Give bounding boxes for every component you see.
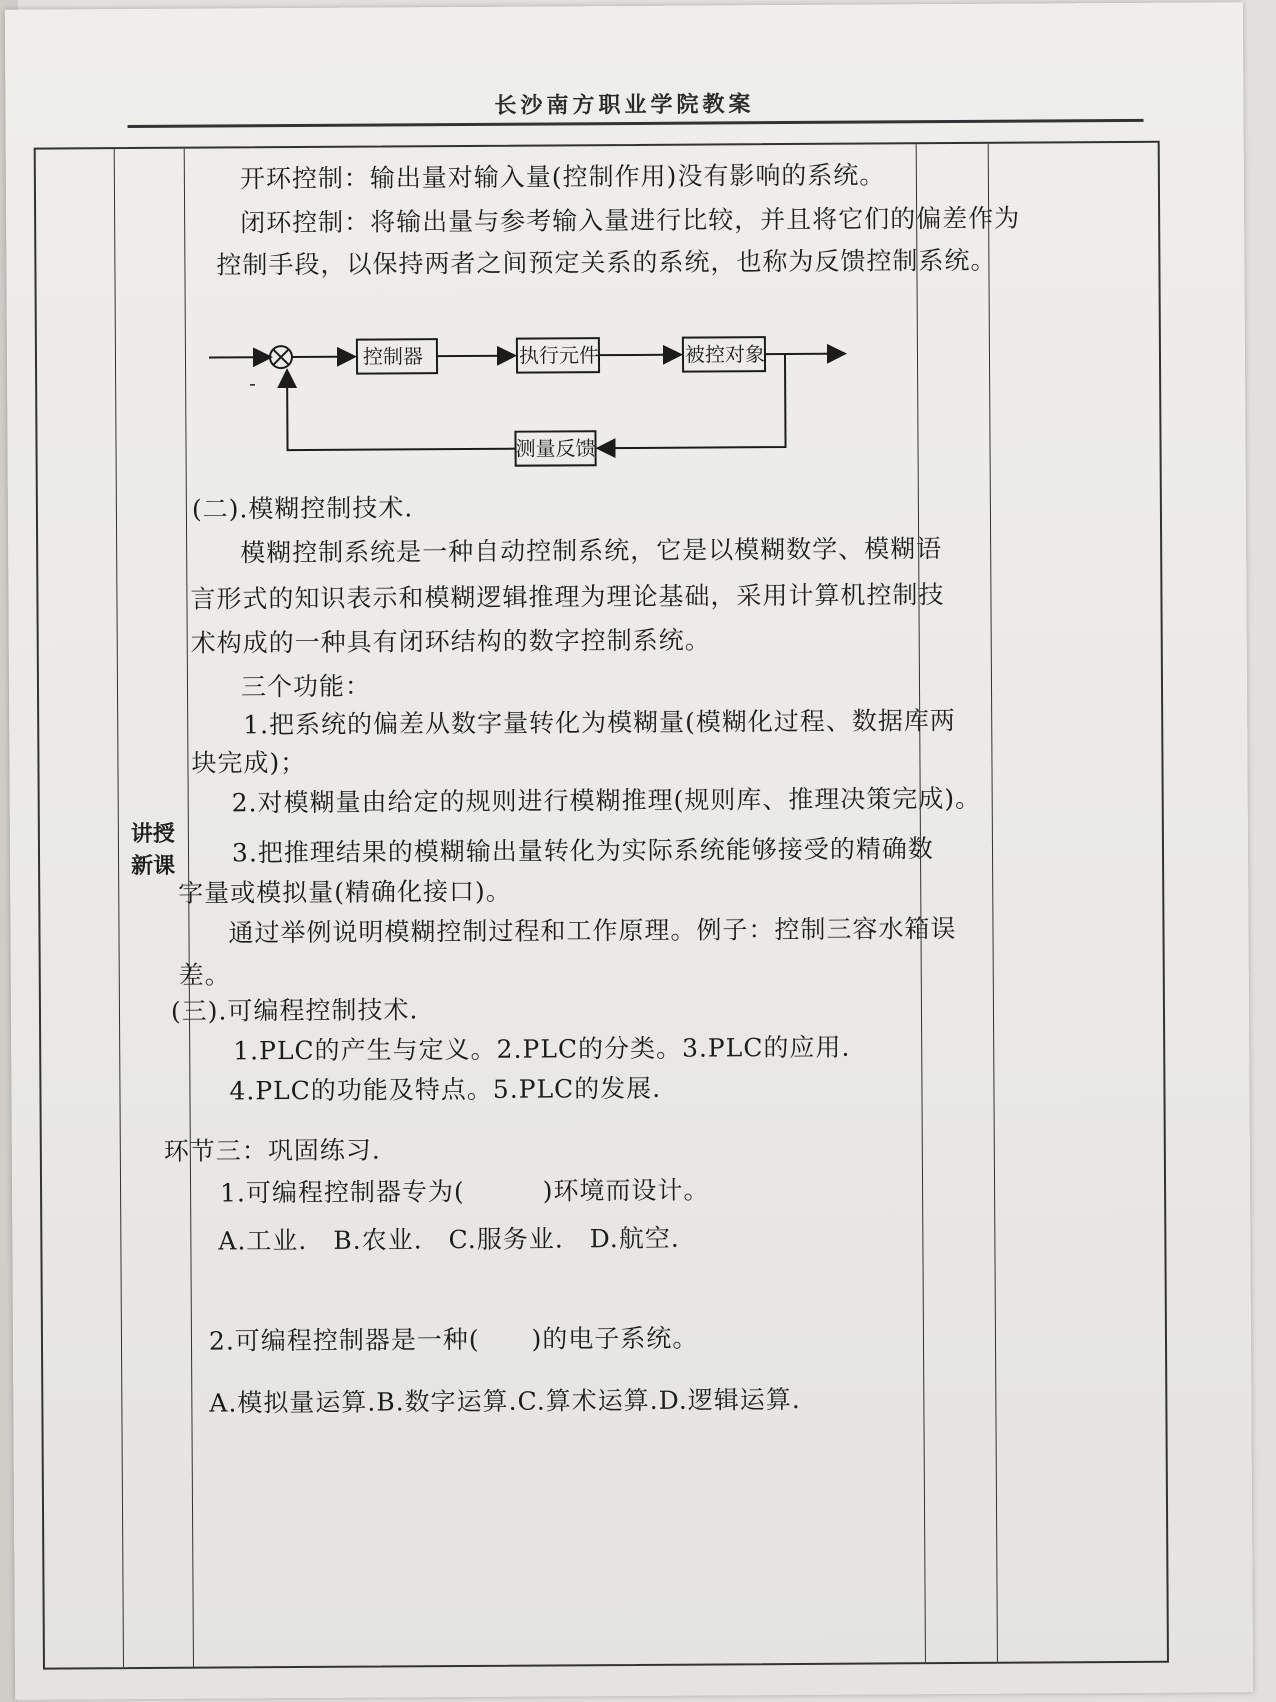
signal-arrow bbox=[599, 355, 681, 356]
function-3-line-1: 3.把推理结果的模糊输出量转化为实际系统能够接受的精确数 bbox=[231, 834, 934, 868]
function-1-line-2: 块完成)； bbox=[191, 747, 307, 778]
fuzzy-paragraph-1: 模糊控制系统是一种自动控制系统，它是以模糊数学、模糊语 bbox=[240, 534, 943, 568]
practice-heading: 环节三：巩固练习. bbox=[163, 1135, 381, 1166]
feedback-label: 测量反馈 bbox=[515, 436, 596, 461]
actuator-label: 执行元件 bbox=[518, 343, 600, 368]
feedback-return-arrow bbox=[287, 369, 515, 450]
section-label-line-1: 讲授 bbox=[130, 821, 175, 848]
plant-label: 被控对象 bbox=[684, 342, 766, 367]
open-loop-definition: 开环控制：输出量对输入量(控制作用)没有影响的系统。 bbox=[239, 160, 886, 194]
controller-label: 控制器 bbox=[362, 344, 424, 369]
question-2: 2.可编程控制器是一种( )的电子系统。 bbox=[208, 1323, 699, 1356]
plc-heading: (三).可编程控制技术. bbox=[170, 995, 419, 1026]
section-label bbox=[118, 819, 188, 883]
feedback-control-diagram bbox=[209, 313, 850, 487]
lesson-content bbox=[163, 143, 1057, 1666]
minus-sign: - bbox=[249, 371, 256, 396]
example-line-1: 通过举例说明模糊控制过程和工作原理。例子：控制三容水箱误 bbox=[228, 914, 957, 948]
example-line-2: 差。 bbox=[178, 960, 231, 990]
fuzzy-control-heading: (二).模糊控制技术. bbox=[191, 493, 414, 524]
plc-topics-2: 4.PLC的功能及特点。5.PLC的发展. bbox=[229, 1073, 662, 1106]
question-2-options: A.模拟量运算.B.数字运算.C.算术运算.D.逻辑运算. bbox=[209, 1384, 801, 1418]
lesson-table bbox=[34, 141, 1169, 1670]
function-1-line-1: 1.把系统的偏差从数字量转化为模糊量(模糊化过程、数据库两 bbox=[243, 706, 956, 740]
plc-topics-1: 1.PLC的产生与定义。2.PLC的分类。3.PLC的应用. bbox=[233, 1032, 851, 1066]
fuzzy-paragraph-3: 术构成的一种具有闭环结构的数字控制系统。 bbox=[190, 625, 711, 658]
feedback-path bbox=[597, 354, 786, 448]
question-1: 1.可编程控制器专为( )环境而设计。 bbox=[219, 1175, 710, 1208]
section-label-line-2: 新课 bbox=[130, 853, 176, 880]
page-header-title: 长沙南方职业学院教案 bbox=[494, 91, 755, 119]
closed-loop-definition-1: 闭环控制：将输出量与参考输入量进行比较，并且将它们的偏差作为 bbox=[240, 203, 1021, 238]
question-1-options: A.工业. B.农业. C.服务业. D.航空. bbox=[218, 1223, 680, 1256]
closed-loop-definition-2: 控制手段，以保持两者之间预定关系的系统，也称为反馈控制系统。 bbox=[216, 245, 997, 280]
fuzzy-paragraph-2: 言形式的知识表示和模糊逻辑推理为理论基础，采用计算机控制技 bbox=[190, 580, 945, 614]
lesson-plan-page bbox=[5, 2, 1253, 1700]
table-column-divider bbox=[114, 149, 124, 1667]
function-2: 2.对模糊量由给定的规则进行模糊推理(规则库、推理决策完成)。 bbox=[231, 783, 982, 818]
three-functions-label: 三个功能： bbox=[240, 671, 372, 702]
function-3-line-2: 字量或模拟量(精确化接口)。 bbox=[178, 876, 512, 908]
